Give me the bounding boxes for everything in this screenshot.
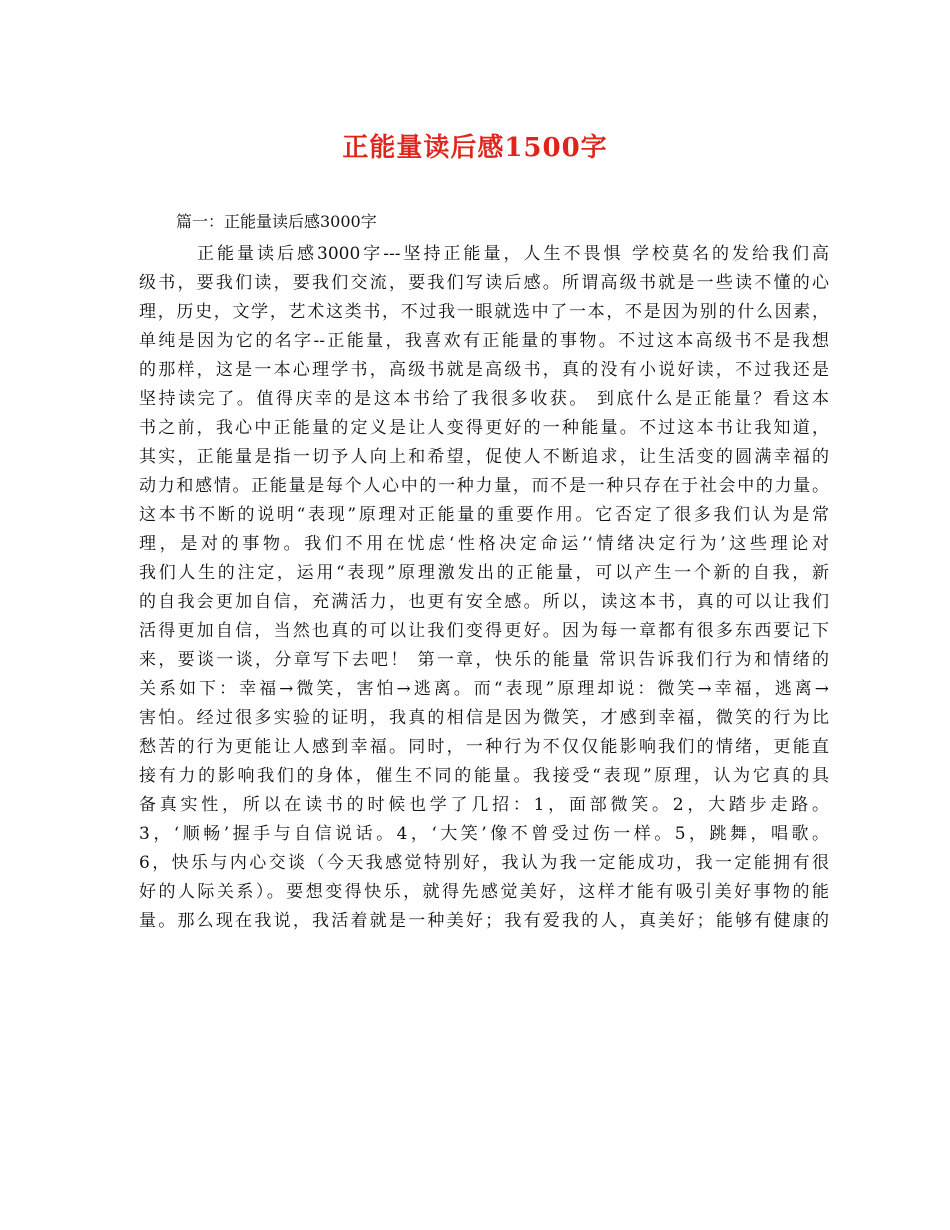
paragraph-line: 坚持读完了。值得庆幸的是这本书给了我很多收获。 到底什么是正能量？看这本 bbox=[139, 389, 829, 409]
paragraph-line: 理，历史，文学，艺术这类书，不过我一眼就选中了一本，不是因为别的什么因素， bbox=[139, 302, 829, 322]
paragraph-line: 量。那么现在我说，我活着就是一种美好；我有爱我的人，真美好；能够有健康的 bbox=[139, 911, 829, 931]
paragraph-line: 关系如下：幸福→微笑，害怕→逃离。而“表现”原理却说：微笑→幸福，逃离→ bbox=[139, 679, 829, 699]
paragraph-line: 书之前，我心中正能量的定义是让人变得更好的一种能量。不过这本书让我知道， bbox=[139, 418, 829, 438]
document-title: 正能量读后感1500字 bbox=[342, 133, 608, 163]
paragraph-line: 害怕。经过很多实验的证明，我真的相信是因为微笑，才感到幸福，微笑的行为比 bbox=[139, 708, 829, 728]
section-heading: 篇一：正能量读后感3000字 bbox=[176, 212, 377, 231]
paragraph-line: 3，‘顺畅’握手与自信说话。4，‘大笑’像不曾受过伤一样。5，跳舞，唱歌。 bbox=[139, 824, 829, 844]
paragraph-line: 愁苦的行为更能让人感到幸福。同时，一种行为不仅仅能影响我们的情绪，更能直 bbox=[139, 737, 829, 757]
paragraph-line: 来，要谈一谈，分章写下去吧！ 第一章，快乐的能量 常识告诉我们行为和情绪的 bbox=[139, 650, 829, 670]
paragraph-line: 这本书不断的说明“表现”原理对正能量的重要作用。它否定了很多我们认为是常 bbox=[139, 505, 829, 525]
paragraph-line: 的那样，这是一本心理学书，高级书就是高级书，真的没有小说好读，不过我还是 bbox=[139, 360, 829, 380]
paragraph-line: 其实，正能量是指一切予人向上和希望，促使人不断追求，让生活变的圆满幸福的 bbox=[139, 447, 829, 467]
body-paragraph bbox=[139, 240, 829, 936]
paragraph-line: 我们人生的注定，运用“表现”原理激发出的正能量，可以产生一个新的自我，新 bbox=[139, 563, 829, 583]
paragraph-line: 备真实性，所以在读书的时候也学了几招：1，面部微笑。2，大踏步走路。 bbox=[139, 795, 829, 815]
paragraph-line: 6，快乐与内心交谈（今天我感觉特别好，我认为我一定能成功，我一定能拥有很 bbox=[139, 853, 829, 873]
paragraph-line: 接有力的影响我们的身体，催生不同的能量。我接受“表现”原理，认为它真的具 bbox=[139, 766, 829, 786]
paragraph-line: 级书，要我们读，要我们交流，要我们写读后感。所谓高级书就是一些读不懂的心 bbox=[139, 273, 829, 293]
paragraph-line: 的自我会更加自信，充满活力，也更有安全感。所以，读这本书，真的可以让我们 bbox=[139, 592, 829, 612]
paragraph-line: 理，是对的事物。我们不用在忧虑‘性格决定命运’‘情绪决定行为’这些理论对 bbox=[139, 534, 829, 554]
paragraph-line: 单纯是因为它的名字--正能量，我喜欢有正能量的事物。不过这本高级书不是我想 bbox=[139, 331, 829, 351]
paragraph-line: 正能量读后感3000字---坚持正能量，人生不畏惧 学校莫名的发给我们高 bbox=[197, 244, 829, 264]
paragraph-line: 活得更加自信，当然也真的可以让我们变得更好。因为每一章都有很多东西要记下 bbox=[139, 621, 829, 641]
paragraph-line: 好的人际关系）。要想变得快乐，就得先感觉美好，这样才能有吸引美好事物的能 bbox=[139, 882, 829, 902]
paragraph-line: 动力和感情。正能量是每个人心中的一种力量，而不是一种只存在于社会中的力量。 bbox=[139, 476, 829, 496]
